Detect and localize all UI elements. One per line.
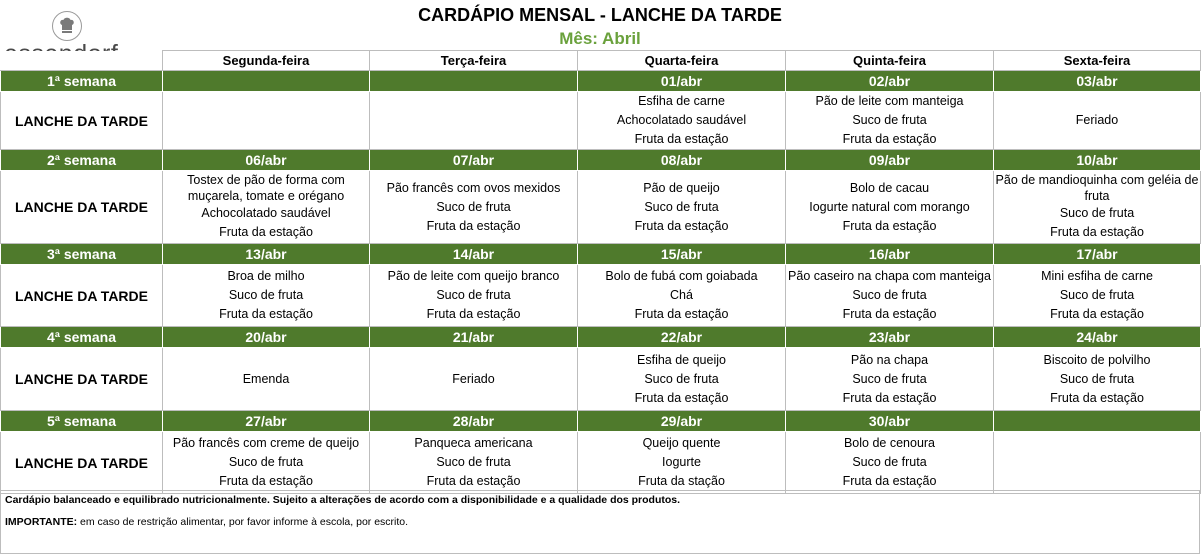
date-cell: 20/abr (163, 327, 370, 348)
meal-item: Pão de leite com queijo branco (387, 269, 560, 283)
date-cell: 21/abr (370, 327, 578, 348)
date-cell: 06/abr (163, 150, 370, 171)
meal-cell (786, 348, 994, 411)
meal-label: LANCHE DA TARDE (1, 432, 163, 494)
day-header: Sexta-feira (994, 51, 1201, 71)
meal-item: Fruta da estação (842, 218, 937, 233)
date-cell: 28/abr (370, 411, 578, 432)
date-cell: 23/abr (786, 327, 994, 348)
meal-cell (370, 348, 578, 411)
meal-item: Emenda (242, 371, 290, 386)
meal-item: Iogurte (662, 455, 701, 469)
meal-cell (163, 265, 370, 327)
meal-item: Pão de mandioquinha com geléia de fruta (995, 173, 1199, 203)
date-cell: 01/abr (578, 71, 786, 92)
date-cell: 22/abr (578, 327, 786, 348)
meal-item: Suco de fruta (1059, 206, 1135, 220)
footer-important (5, 516, 408, 528)
date-cell: 29/abr (578, 411, 786, 432)
meal-item: Pão na chapa (850, 352, 929, 367)
meal-item: Fruta da estação (1050, 390, 1144, 405)
week-row (1, 327, 1201, 348)
date-cell: 02/abr (786, 71, 994, 92)
meal-item: Pão de queijo (643, 180, 720, 195)
day-header-row (1, 51, 1201, 71)
meal-item: Fruta da estação (842, 307, 937, 321)
meal-cell (578, 92, 786, 150)
meal-cell (578, 265, 786, 327)
meal-item: Chá (670, 288, 693, 302)
meal-item: Pão de leite com manteiga (815, 94, 964, 108)
date-cell (370, 71, 578, 92)
meal-cell (370, 92, 578, 150)
meal-label: LANCHE DA TARDE (1, 348, 163, 411)
meal-item: Feriado (452, 371, 495, 386)
meal-cell (578, 432, 786, 494)
meal-item: Suco de fruta (228, 288, 304, 302)
meal-item: Feriado (1075, 113, 1119, 127)
meal-item: Broa de milho (227, 269, 305, 283)
meal-item: Fruta da estação (426, 474, 521, 488)
meal-item: Fruta da estação (219, 474, 313, 488)
meal-row (1, 92, 1201, 150)
meal-cell (163, 92, 370, 150)
date-cell: 24/abr (994, 327, 1201, 348)
meal-item: Fruta da estação (634, 218, 729, 233)
week-label: 2ª semana (1, 150, 163, 171)
meal-item: Queijo quente (642, 436, 721, 450)
meal-item: Tostex de pão de forma com muçarela, tomate e orégano (187, 173, 345, 203)
meal-item: Panqueca americana (414, 436, 533, 450)
meal-cell (786, 432, 994, 494)
meal-item: Esfiha de carne (638, 94, 725, 108)
meal-cell (163, 432, 370, 494)
date-cell: 30/abr (786, 411, 994, 432)
meal-item: Pão caseiro na chapa com manteiga (788, 269, 991, 283)
important-label: IMPORTANTE: (5, 516, 78, 528)
meal-label: LANCHE DA TARDE (1, 171, 163, 244)
meal-item: Suco de fruta (852, 455, 927, 469)
meal-item: Mini esfiha de carne (1041, 269, 1153, 283)
date-cell: 16/abr (786, 244, 994, 265)
meal-item: Fruta da estação (842, 390, 937, 405)
meal-item: Suco de fruta (228, 455, 304, 469)
date-cell: 09/abr (786, 150, 994, 171)
menu-table (0, 50, 1201, 494)
meal-item: Suco de fruta (1059, 371, 1135, 386)
week-label: 3ª semana (1, 244, 163, 265)
meal-item: Pão francês com creme de queijo (172, 436, 360, 450)
meal-cell (994, 432, 1201, 494)
day-header: Segunda-feira (163, 51, 370, 71)
week-label: 4ª semana (1, 327, 163, 348)
meal-item: Fruta da estação (842, 132, 937, 146)
meal-row (1, 265, 1201, 327)
meal-cell (578, 171, 786, 244)
date-cell: 08/abr (578, 150, 786, 171)
meal-item: Suco de fruta (1059, 288, 1135, 302)
date-cell: 10/abr (994, 150, 1201, 171)
meal-cell (994, 92, 1201, 150)
week-label: 1ª semana (1, 71, 163, 92)
meal-item: Achocolatado saudável (616, 113, 747, 127)
important-text: em caso de restrição alimentar, por favor informe à escola, por escrito. (77, 516, 409, 528)
day-header: Terça-feira (370, 51, 578, 71)
date-cell: 03/abr (994, 71, 1201, 92)
meal-cell (578, 348, 786, 411)
meal-item: Iogurte natural com morango (809, 199, 970, 214)
meal-item: Fruta da stação (638, 474, 725, 488)
date-cell: 13/abr (163, 244, 370, 265)
meal-row (1, 171, 1201, 244)
meal-cell (370, 171, 578, 244)
meal-item: Fruta da estação (219, 307, 313, 321)
meal-item: Fruta da estação (1050, 307, 1144, 321)
meal-cell (786, 171, 994, 244)
meal-item: Fruta da estação (634, 390, 729, 405)
week-row (1, 411, 1201, 432)
meal-row (1, 348, 1201, 411)
header-blank-cell (1, 51, 163, 71)
meal-item: Bolo de cenoura (843, 436, 936, 450)
week-row (1, 244, 1201, 265)
footer-note: Cardápio balanceado e equilibrado nutricionalmente. Sujeito a alterações de acordo com a disponibilidade e a qualidade dos produtos. (5, 494, 681, 506)
meal-label: LANCHE DA TARDE (1, 265, 163, 327)
day-header: Quarta-feira (578, 51, 786, 71)
meal-item: Suco de fruta (852, 288, 927, 302)
meal-item: Biscoito de polvilho (1043, 352, 1151, 367)
meal-item: Suco de fruta (644, 199, 719, 214)
week-label: 5ª semana (1, 411, 163, 432)
week-row (1, 71, 1201, 92)
meal-cell (163, 171, 370, 244)
date-cell (163, 71, 370, 92)
day-header: Quinta-feira (786, 51, 994, 71)
date-cell (994, 411, 1201, 432)
week-row (1, 150, 1201, 171)
meal-row (1, 432, 1201, 494)
date-cell: 14/abr (370, 244, 578, 265)
meal-cell (786, 265, 994, 327)
meal-cell (163, 348, 370, 411)
meal-item: Fruta da estação (426, 307, 521, 321)
date-cell: 27/abr (163, 411, 370, 432)
meal-item: Pão francês com ovos mexidos (386, 180, 561, 195)
date-cell: 17/abr (994, 244, 1201, 265)
meal-item: Suco de fruta (852, 371, 927, 386)
page-title: CARDÁPIO MENSAL - LANCHE DA TARDE (418, 5, 782, 25)
meal-item: Fruta da estação (634, 307, 729, 321)
meal-cell (370, 432, 578, 494)
meal-cell (994, 348, 1201, 411)
meal-item: Suco de fruta (436, 288, 511, 302)
meal-item: Fruta da estação (1050, 225, 1144, 239)
meal-cell (786, 92, 994, 150)
meal-item: Suco de fruta (436, 199, 511, 214)
meal-item: Suco de fruta (436, 455, 511, 469)
date-cell: 15/abr (578, 244, 786, 265)
meal-cell (994, 171, 1201, 244)
meal-item: Esfiha de queijo (637, 352, 726, 367)
meal-item: Suco de fruta (852, 113, 927, 127)
meal-item: Bolo de fubá com goiabada (605, 269, 758, 283)
meal-item: Suco de fruta (644, 371, 719, 386)
month-subtitle: Mês: Abril (559, 29, 641, 48)
meal-item: Fruta da estação (426, 218, 521, 233)
meal-item: Bolo de cacau (849, 180, 930, 195)
meal-cell (370, 265, 578, 327)
meal-item: Achocolatado saudável (201, 206, 331, 220)
date-cell: 07/abr (370, 150, 578, 171)
meal-item: Fruta da estação (219, 225, 313, 239)
meal-item: Fruta da estação (842, 474, 937, 488)
meal-label: LANCHE DA TARDE (1, 92, 163, 150)
meal-item: Fruta da estação (634, 132, 729, 146)
meal-cell (994, 265, 1201, 327)
footer-notes (0, 490, 1200, 554)
